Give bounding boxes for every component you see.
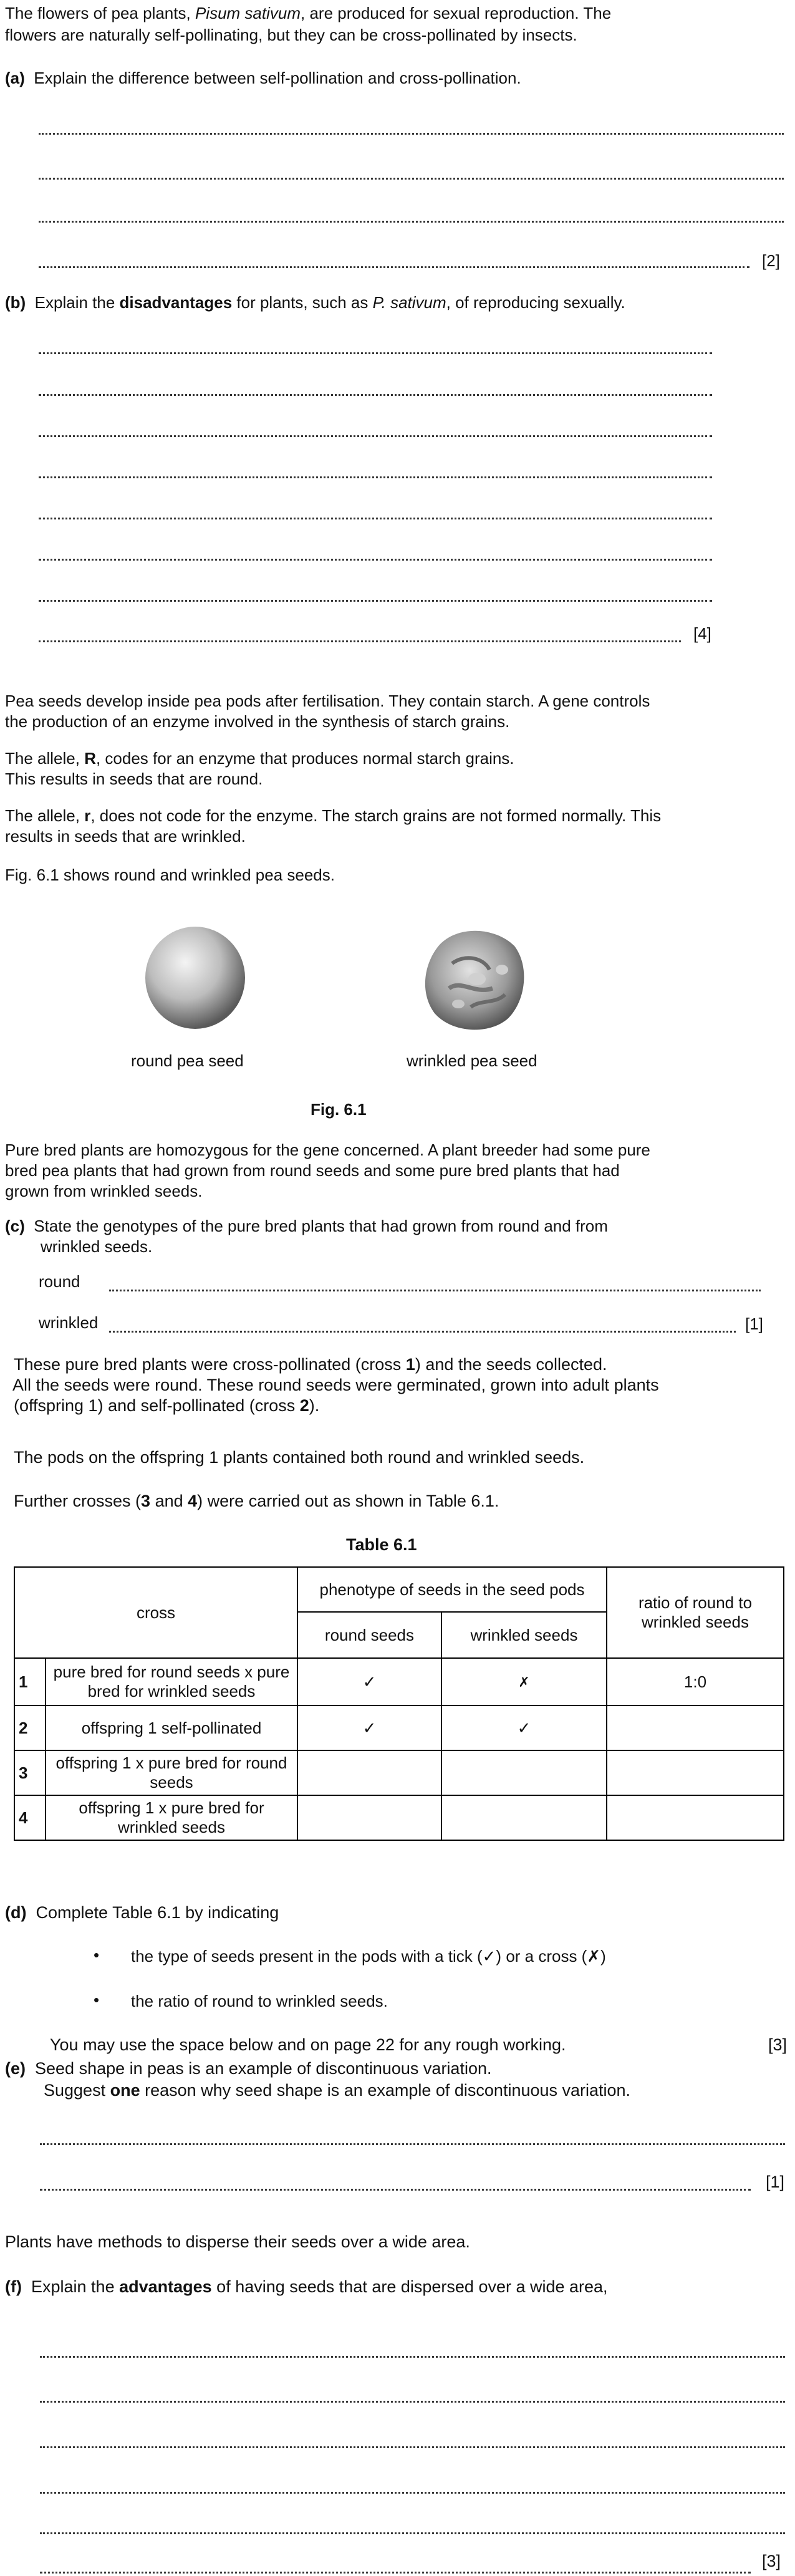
row-wrinkled-cell[interactable]: ✗ [441,1658,607,1705]
row-ratio-cell[interactable] [607,1795,784,1840]
row-cross: offspring 1 self-pollinated [46,1705,297,1750]
answer-line-f2[interactable] [40,2401,785,2403]
info-allele-r: The allele, r, does not code for the enzyme. The starch grains are not formed normally. This results in seeds that are wrinkled. [5,806,662,846]
header-cross: cross [14,1567,297,1658]
question-f-number: (f) [5,2277,22,2296]
intro-text: The flowers of pea plants, Pisum sativum, are produced for sexual reproduction. The flowers are naturally self-pollinating, but they can be cross-pollinated by insects. [5,4,612,44]
answer-line-a2[interactable] [39,178,784,180]
figure-caption: Fig. 6.1 [311,1100,367,1119]
row-cross: offspring 1 x pure bred for wrinkled seeds [46,1795,297,1840]
answer-line-f3[interactable] [40,2446,785,2448]
wrinkled-pea-seed-image [415,920,533,1038]
further-crosses-text: Further crosses (3 and 4) were carried out as shown in Table 6.1. [14,1492,499,1510]
question-e-number: (e) [5,2059,26,2078]
table-row [14,1705,784,1750]
question-b: (b) Explain the disadvantages for plants, such as P. sativum, of reproducing sexually. [5,293,625,312]
question-f: (f) Explain the advantages of having seeds that are dispersed over a wide area, [5,2277,608,2296]
answer-line-b6[interactable] [39,559,712,561]
answer-line-e2[interactable] [40,2189,751,2191]
answer-line-b2[interactable] [39,394,712,396]
genotype-round-label: round [39,1272,80,1291]
bullet-ratio: the ratio of round to wrinkled seeds. [131,1992,388,2010]
question-c: (c) State the genotypes of the pure bred plants that had grown from round and from wrinkled seeds. [5,1217,608,1256]
question-c-number: (c) [5,1217,25,1235]
row-ratio-cell[interactable] [607,1750,784,1795]
row-cross: offspring 1 x pure bred for round seeds [46,1750,297,1795]
answer-line-b8[interactable] [39,640,681,642]
answer-line-b4[interactable] [39,476,712,478]
question-a-number: (a) [5,69,25,87]
answer-line-a1[interactable] [39,133,784,135]
marks-a: [2] [762,251,780,270]
row-round-cell[interactable] [297,1750,441,1795]
table-row [14,1795,784,1840]
genotype-wrinkled-line[interactable] [109,1331,736,1333]
round-seed-label: round pea seed [131,1051,244,1070]
header-round-seeds: round seeds [297,1612,441,1658]
marks-e: [1] [766,2173,785,2191]
answer-line-a3[interactable] [39,221,784,223]
info-allele-R: The allele, R, codes for an enzyme that produces normal starch grains. This results in seeds that are round. [5,749,514,788]
row-round-cell[interactable]: ✓ [297,1658,441,1705]
answer-line-f6[interactable] [40,2572,751,2574]
answer-line-a4[interactable] [39,266,749,268]
bullet-tick-cross: the type of seeds present in the pods with a tick (✓) or a cross (✗) [131,1947,606,1966]
disperse-text: Plants have methods to disperse their seeds over a wide area. [5,2232,470,2251]
question-a-text: Explain the difference between self-pollination and cross-pollination. [34,69,521,87]
bullet-icon: • [94,1990,100,2009]
row-cross: pure bred for round seeds x pure bred for wrinkled seeds [46,1658,297,1705]
question-b-number: (b) [5,293,26,312]
answer-line-b5[interactable] [39,518,712,519]
wrinkled-seed-label: wrinkled pea seed [407,1051,537,1070]
table-6-1 [14,1566,784,1841]
row-number: 1 [14,1658,46,1705]
answer-line-b3[interactable] [39,435,712,437]
answer-line-f5[interactable] [40,2532,785,2534]
row-round-cell[interactable] [297,1795,441,1840]
question-d: (d) Complete Table 6.1 by indicating [5,1903,279,1922]
rough-working-note: You may use the space below and on page 22 for any rough working. [50,2035,566,2054]
row-wrinkled-cell[interactable] [441,1795,607,1840]
marks-c: [1] [745,1315,763,1333]
row-number: 4 [14,1795,46,1840]
row-wrinkled-cell[interactable]: ✓ [441,1705,607,1750]
answer-line-e1[interactable] [40,2143,785,2145]
row-ratio-cell[interactable] [607,1705,784,1750]
row-number: 3 [14,1750,46,1795]
header-phenotype: phenotype of seeds in the seed pods [297,1567,607,1612]
bullet-icon: • [94,1946,100,1964]
question-a [5,67,521,89]
info-starch: Pea seeds develop inside pea pods after fertilisation. They contain starch. A gene controls the production of an enzyme involved in the synthesis of starch grains. [5,692,650,731]
table-row [14,1750,784,1795]
table-row [14,1658,784,1705]
row-number: 2 [14,1705,46,1750]
genotype-wrinkled-label: wrinkled [39,1313,99,1332]
answer-line-b7[interactable] [39,600,712,602]
cross-description: These pure bred plants were cross-pollinated (cross 1) and the seeds collected. All the seeds were round. These round seeds were germinated, grown into adult plants (offspring 1) and self-pollinated (cross 2). [12,1355,659,1415]
marks-d: [3] [768,2035,788,2054]
round-pea-seed-image [140,923,253,1035]
answer-line-f1[interactable] [40,2356,785,2358]
question-e: (e) Seed shape in peas is an example of discontinuous variation. Suggest one reason why seed shape is an example of discontinuous variation. [5,2059,631,2100]
info-figure-ref: Fig. 6.1 shows round and wrinkled pea seeds. [5,866,335,884]
info-pure-bred: Pure bred plants are homozygous for the gene concerned. A plant breeder had some pure bred pea plants that had grown from round seeds and some pure bred plants that had grown from wrinkled seeds. [5,1141,650,1200]
table-title: Table 6.1 [346,1535,417,1554]
answer-line-b1[interactable] [39,352,712,354]
genotype-round-line[interactable] [109,1290,761,1291]
marks-f: [3] [762,2552,781,2570]
row-wrinkled-cell[interactable] [441,1750,607,1795]
offspring-pods-text: The pods on the offspring 1 plants contained both round and wrinkled seeds. [14,1448,585,1467]
row-round-cell[interactable]: ✓ [297,1705,441,1750]
header-ratio: ratio of round to wrinkled seeds [607,1567,784,1658]
answer-line-f4[interactable] [40,2492,785,2494]
marks-b: [4] [693,624,711,643]
header-wrinkled-seeds: wrinkled seeds [441,1612,607,1658]
question-d-number: (d) [5,1903,27,1922]
row-ratio-cell[interactable]: 1:0 [607,1658,784,1705]
